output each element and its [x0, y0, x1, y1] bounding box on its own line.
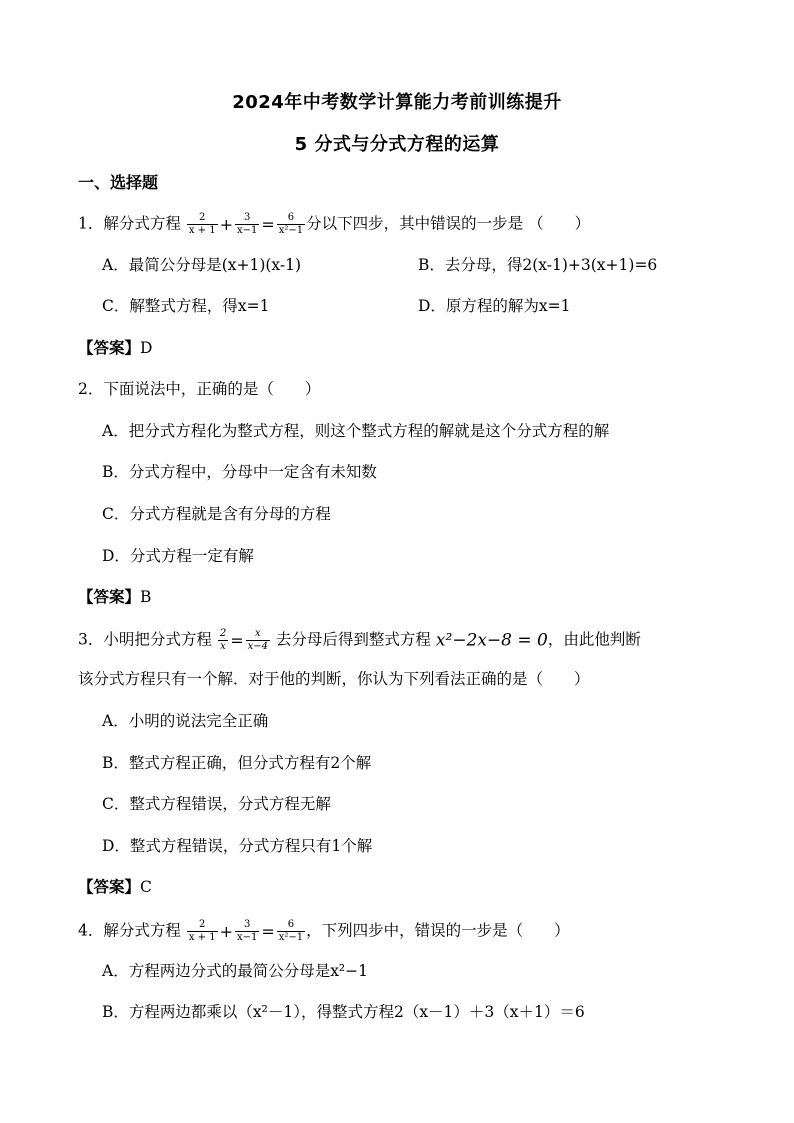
q1-option-a: A．最简公分母是(x+1)(x-1): [102, 256, 302, 274]
q3-answer: 【答案】C: [78, 878, 152, 896]
q3-option-b: B．整式方程正确，但分式方程有2个解: [102, 754, 372, 772]
q1-option-c: C．解整式方程，得x=1: [102, 297, 270, 315]
q3-option-a: A．小明的说法完全正确: [102, 712, 269, 730]
q4-fraction-1: $\frac{2}{x + 1}$: [188, 919, 216, 943]
question-2-stem: 2．下面说法中，正确的是（ ）: [78, 380, 321, 398]
q3-option-d: D．整式方程错误，分式方程只有1个解: [102, 837, 373, 855]
q1-option-b: B．去分母，得2(x-1)+3(x+1)=6: [418, 256, 658, 274]
q2-option-d: D．分式方程一定有解: [102, 547, 254, 565]
question-3-stem: 3．小明把分式方程 $\frac{2}{x}$ = $\frac{x}{x-4}$ 去分母后得到整式方程 x²−2x−8 = 0，由此他判断: [78, 628, 641, 652]
question-1-stem: 1．解分式方程 $\frac{2}{x + 1}$ + $\frac{3}{x-1}$ = $\frac{6}{\text{x²−1}}$ 分以下四步，其中错误的一步是 （ ）: [78, 212, 591, 236]
q3-option-c: C．整式方程错误，分式方程无解: [102, 795, 331, 813]
q1-fraction-2: $\frac{3}{x-1}$: [236, 212, 258, 236]
q1-option-d: D．原方程的解为x=1: [418, 297, 571, 315]
q3-equation: x²−2x−8 = 0: [435, 630, 548, 651]
question-1-suffix: 分以下四步，其中错误的一步是 （ ）: [306, 214, 591, 233]
document-title: 2024年中考数学计算能力考前训练提升: [232, 92, 562, 113]
q4-fraction-3: $\frac{6}{\text{x²−1}}$: [278, 919, 304, 943]
section-heading: 一、选择题: [78, 173, 159, 192]
q1-fraction-1: $\frac{2}{x + 1}$: [188, 212, 216, 236]
q1-answer: 【答案】D: [78, 339, 153, 357]
q2-option-b: B．分式方程中，分母中一定含有未知数: [102, 463, 377, 481]
question-1-prefix: 1．解分式方程: [78, 214, 181, 233]
question-3-stem-line-2: 该分式方程只有一个解．对于他的判断，你认为下列看法正确的是（ ）: [78, 670, 590, 688]
q4-option-b: B．方程两边都乘以（x²－1），得整式方程2（x－1）＋3（x＋1）＝6: [102, 1003, 585, 1021]
q2-answer: 【答案】B: [78, 588, 152, 606]
q3-fraction-1: $\frac{2}{x}$: [219, 628, 227, 652]
q3-fraction-2: $\frac{x}{x-4}$: [247, 628, 268, 652]
q1-fraction-3: $\frac{6}{\text{x²−1}}$: [278, 212, 304, 236]
question-4-stem: 4．解分式方程 $\frac{2}{x + 1}$ + $\frac{3}{x-1}$ = $\frac{6}{\text{x²−1}}$ ，下列四步中，错误的一步是（ ）: [78, 919, 570, 943]
document-subtitle: 5 分式与分式方程的运算: [294, 134, 500, 155]
q4-fraction-2: $\frac{3}{x-1}$: [236, 919, 258, 943]
q4-option-a: A．方程两边分式的最简公分母是x²−1: [102, 962, 368, 980]
q2-option-a: A．把分式方程化为整式方程，则这个整式方程的解就是这个分式方程的解: [102, 422, 610, 440]
q2-option-c: C．分式方程就是含有分母的方程: [102, 505, 331, 523]
